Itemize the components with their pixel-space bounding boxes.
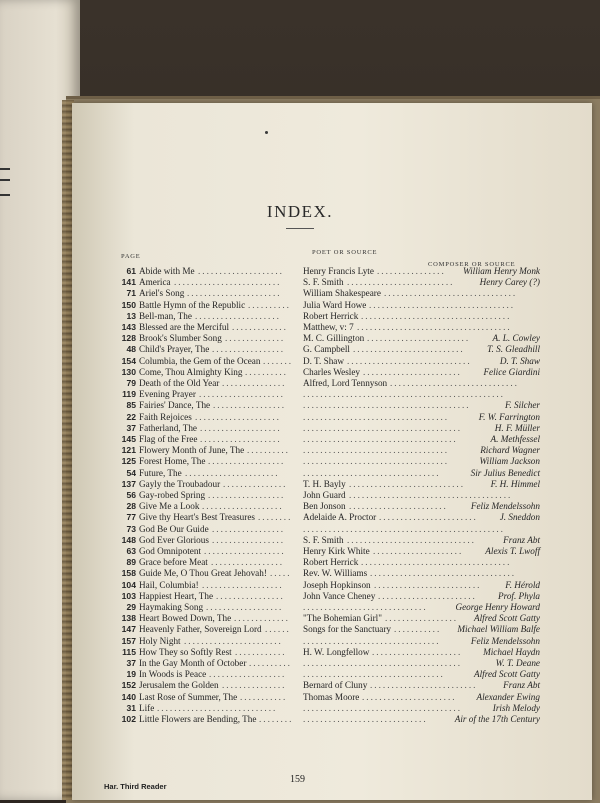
entry-page-number: 37 [126,422,136,433]
entry-title: Haymaking Song [139,602,204,612]
entry-page-number: 61 [126,266,136,276]
entry-title: Holy Night [139,635,181,646]
index-row [0,288,600,299]
entry-poet: Adelaide A. Proctor [303,512,377,523]
leader-dots: ......................... [174,277,282,288]
index-row [0,647,600,658]
leader-dots: .......... [248,299,291,310]
leader-dots: ......................... [374,579,482,590]
leader-dots: ............. [234,613,290,624]
entry-title: Hail, Columbia! [139,579,199,590]
index-row [0,277,600,288]
leader-dots: ............................. [347,355,472,366]
index-title: INDEX. [266,202,334,221]
index-row [0,479,600,490]
entry-title: Flowery Month of June, The [139,445,245,456]
index-row [0,434,600,445]
leader-dots: ................................ [303,467,441,478]
leader-dots: .................... [198,266,284,276]
entry-title: Flag of the Free [139,434,198,444]
entry-title: Ariel's Song [139,288,185,299]
index-row [0,602,600,613]
entry-title: Faith Rejoices [139,411,192,422]
index-row [0,311,600,322]
entry-title: Guide Me, O Thou Great Jehovah! [139,568,267,579]
leader-dots: ................ [377,266,446,276]
entry-poet: Robert Herrick [303,310,359,321]
leader-dots: ............................................... [303,523,505,534]
entry-composer: William Henry Monk [462,266,540,276]
index-row [0,400,600,411]
entry-page-number: 89 [126,557,136,568]
index-row [0,524,600,535]
entry-composer: Michael Haydn [483,646,540,657]
entry-composer: Alexander Ewing [476,691,540,702]
entry-poet: M. C. Gillington [303,333,365,344]
entry-title: In Woods is Peace [139,669,207,680]
entry-page-number: 125 [121,456,136,467]
leader-dots: ....................... [379,512,478,523]
entry-page-number: 29 [126,602,136,612]
entry-poet: "The Bohemian Girl" [303,613,382,624]
leader-dots: ............................... [384,288,518,299]
entry-composer: Alfred Scott Gatty [474,613,540,624]
index-row [0,680,600,691]
leader-dots: ..................... [373,546,464,556]
leader-dots: .......... [245,366,288,377]
leader-dots: .................... [195,411,281,422]
leader-dots: ........ [259,714,294,724]
leader-dots: ................... [200,422,282,433]
entry-page-number: 85 [126,400,136,411]
index-row [0,333,600,344]
entry-page-number: 158 [121,568,136,579]
entry-page-number: 104 [121,579,136,590]
index-row [0,266,600,277]
leader-dots: ............................. [303,714,428,724]
entry-page-number: 141 [121,277,136,288]
entry-poet: Ben Jonson [303,501,346,512]
index-row [0,658,600,669]
leader-dots: ................................... [361,557,512,568]
leader-dots: ............ [235,646,287,657]
leader-dots: ..... [270,568,292,579]
header-poet: POET OR SOURCE [312,249,378,256]
leader-dots: ........................... [349,478,466,489]
leader-dots: ........... [394,624,442,635]
leader-dots: ..................... [372,646,463,657]
index-row [0,624,600,635]
entry-title: Fairies' Dance, The [139,400,211,411]
entry-title: Death of the Old Year [139,378,220,388]
index-row [0,389,600,400]
entry-composer: Feliz Mendelssohn [470,635,540,646]
entry-title: Battle Hymn of the Republic [139,299,246,310]
leader-dots: ........ [258,512,293,523]
entry-composer: Sir Julius Benedict [470,467,540,478]
leader-dots: ................... [202,501,284,512]
leader-dots: ....................... [184,635,283,646]
entry-page-number: 121 [121,445,136,456]
entry-composer: F. Silcher [504,400,540,411]
leader-dots: ...................................... [349,490,513,500]
entry-poet: John Guard [303,490,346,500]
index-row [0,322,600,333]
entry-poet: Charles Wesley [303,366,361,377]
leader-dots: ................ [216,590,285,601]
entry-page-number: 137 [121,478,136,489]
leader-dots: ........... [240,691,288,702]
title-rule [286,228,314,229]
leader-dots: ......................... [347,277,455,288]
index-row [0,501,600,512]
entry-poet: Robert Herrick [303,557,359,568]
leader-dots: .................. [208,490,286,500]
entry-composer: Air of the 17th Century [454,714,540,724]
index-row [0,490,600,501]
entry-title: Come, Thou Almighty King [139,366,243,377]
entry-poet: D. T. Shaw [303,355,345,366]
leader-dots: ................... [202,579,284,590]
leader-dots: ................. [211,557,285,568]
entry-page-number: 154 [121,355,136,366]
entry-page-number: 19 [126,669,136,680]
entry-poet: Songs for the Sanctuary [303,624,392,635]
index-row [0,557,600,568]
leader-dots: .................. [208,456,286,467]
leader-dots: .......... [249,658,292,668]
entry-poet: Julia Ward Howe [303,299,367,310]
entry-title: Happiest Heart, The [139,590,214,601]
index-row [0,300,600,311]
index-row [0,613,600,624]
leader-dots: ...................... [187,288,282,299]
leader-dots: ............................................... [303,389,505,400]
index-row [0,445,600,456]
leader-dots: ............... [223,478,288,489]
leader-dots: ..................................... [303,658,462,668]
entry-composer: Richard Wagner [480,445,540,456]
index-row [0,535,600,546]
entry-title: Brook's Slumber Song [139,333,222,344]
entry-page-number: 79 [126,378,136,388]
footer-page-number: 159 [290,774,305,785]
leader-dots: .................. [209,669,287,680]
leader-dots: ..................................... [303,702,462,713]
entry-page-number: 150 [121,299,136,310]
entry-page-number: 140 [121,691,136,702]
entry-page-number: 56 [126,490,136,500]
entry-poet: Joseph Hopkinson [303,579,371,590]
footer-book-title: Har. Third Reader [104,782,167,791]
entry-poet: Bernard of Cluny [303,680,368,691]
entry-composer: George Henry Howard [455,602,540,612]
entry-composer: Franz Abt [503,534,540,545]
entry-poet: Alfred, Lord Tennyson [303,378,388,388]
entry-page-number: 157 [121,635,136,646]
leader-dots: ....... [263,355,294,366]
leader-dots: .................... [199,389,285,400]
entry-title: Fatherland, The [139,422,198,433]
entry-page-number: 37 [126,658,136,668]
index-row [0,367,600,378]
entry-poet: T. H. Bayly [303,478,346,489]
index-row [0,591,600,602]
leader-dots: ......................... [370,680,478,691]
page-dot [265,131,268,134]
entry-title: Evening Prayer [139,389,196,400]
index-row [0,344,600,355]
leader-dots: .............................. [390,378,519,388]
entry-title: Give thy Heart's Best Treasures [139,512,255,523]
entry-poet: Henry Kirk White [303,546,370,556]
entry-poet: Rev. W. Williams [303,568,368,579]
leader-dots: ....................... [363,366,462,377]
entry-poet: Thomas Moore [303,691,360,702]
entry-page-number: 28 [126,501,136,512]
index-row [0,378,600,389]
entry-poet: G. Campbell [303,344,350,355]
entry-page-number: 103 [121,590,136,601]
entry-page-number: 138 [121,613,136,624]
index-row [0,703,600,714]
entry-page-number: 119 [122,389,136,400]
entry-title: Future, The [139,467,182,478]
entry-page-number: 102 [121,714,136,724]
entry-composer: A. L. Cowley [492,333,540,344]
entry-page-number: 130 [121,366,136,377]
entry-composer: F. W. Farrington [478,411,540,422]
leader-dots: .................... [195,310,281,321]
entry-title: Heart Bowed Down, The [139,613,232,624]
leader-dots: ................. [212,344,286,355]
entry-composer: H. F. Müller [494,422,540,433]
entry-page-number: 77 [126,512,136,523]
leader-dots: .............. [225,333,286,344]
entry-title: God Be Our Guide [139,523,209,534]
entry-composer: Alexis T. Lwoff [485,546,540,556]
entry-title: Give Me a Look [139,501,200,512]
entry-page-number: 143 [121,322,136,332]
entry-page-number: 115 [122,646,136,657]
entry-title: Gay-robed Spring [139,490,206,500]
entry-page-number: 31 [126,702,136,713]
leader-dots: ............... [222,378,287,388]
entry-composer: Felice Giardini [483,366,540,377]
entry-title: Heavenly Father, Sovereign Lord [139,624,262,635]
entry-composer: William Jackson [479,456,540,467]
entry-title: God Ever Glorious [139,534,209,545]
entry-title: Last Rose of Summer, The [139,691,238,702]
leader-dots: .................................. [303,411,450,422]
entry-composer: D. T. Shaw [499,355,540,366]
entry-title: Blessed are the Merciful [139,322,230,332]
entry-title: God Omnipotent [139,546,202,556]
leader-dots: ..................................... [303,422,462,433]
entry-composer: A. Methfessel [490,434,540,444]
index-row [0,412,600,423]
leader-dots: ............................. [303,602,428,612]
index-row [0,456,600,467]
entry-page-number: 73 [126,523,136,534]
entry-page-number: 148 [121,534,136,545]
entry-title: Gayly the Troubadour [139,478,221,489]
leader-dots: ................... [200,434,282,444]
entry-title: Forest Home, The [139,456,206,467]
entry-poet: John Vance Cheney [303,590,376,601]
index-row [0,546,600,557]
index-row [0,423,600,434]
leader-dots: ........................ [367,333,471,344]
leader-dots: ............................ [157,702,278,713]
entry-title: Columbia, the Gem of the Ocean [139,355,261,366]
entry-poet: William Shakespeare [303,288,381,299]
leader-dots: ................. [212,534,286,545]
index-row [0,468,600,479]
leader-dots: ...................... [185,467,280,478]
leader-dots: .......................... [353,344,465,355]
leader-dots: .................................. [303,456,450,467]
entry-composer: W. T. Deane [495,658,540,668]
entry-title: How They so Softly Rest [139,646,232,657]
entry-title: Life [139,702,155,713]
index-row [0,580,600,591]
leader-dots: ................................ [303,635,441,646]
entry-title: In the Gay Month of October [139,658,247,668]
index-row [0,568,600,579]
leader-dots: .................................. [303,445,450,456]
index-row [0,692,600,703]
leader-dots: .................................. [369,299,516,310]
index-row [0,356,600,367]
leader-dots: .............................. [347,534,476,545]
leader-dots: ............. [232,322,288,332]
leader-dots: ...................... [362,691,457,702]
entry-poet: S. F. Smith [303,277,344,288]
entry-title: Abide with Me [139,266,195,276]
entry-composer: T. S. Gleadhill [487,344,540,355]
leader-dots: .......... [247,445,290,456]
entry-page-number: 145 [121,434,136,444]
entry-composer: Irish Melody [492,702,540,713]
leader-dots: ...... [265,624,291,635]
entry-title: Little Flowers are Bending, The [139,714,257,724]
leader-dots: .................. [206,602,284,612]
index-row [0,512,600,523]
entry-composer: Michael William Balfe [457,624,540,635]
entry-page-number: 128 [121,333,136,344]
entry-page-number: 152 [121,680,136,691]
index-row [0,714,600,725]
entry-composer: Prof. Phyla [497,590,540,601]
entry-composer: F. H. Himmel [490,478,540,489]
header-composer: COMPOSER OR SOURCE [428,261,516,268]
leader-dots: ....................... [378,590,477,601]
leader-dots: ................................. [303,669,445,680]
entry-composer: Alfred Scott Gatty [474,669,540,680]
entry-title: Grace before Meat [139,557,208,568]
entry-title: America [139,277,171,288]
leader-dots: ................. [385,613,459,624]
entry-title: Bell-man, The [139,310,192,321]
entry-poet: Henry Francis Lyte [303,266,374,276]
entry-composer: J. Sneddon [499,512,540,523]
entry-title: Jerusalem the Golden [139,680,219,691]
index-row [0,669,600,680]
leader-dots: ................. [212,523,286,534]
entry-page-number: 63 [126,546,136,556]
entry-composer: Henry Carey (?) [479,277,540,288]
cover-mark-icon [0,168,10,196]
leader-dots: ....................... [349,501,448,512]
entry-poet: Matthew, v: 7 [303,322,354,332]
entry-page-number: 147 [121,624,136,635]
header-page: PAGE [121,253,141,260]
leader-dots: ............... [222,680,287,691]
entry-page-number: 22 [126,411,136,422]
leader-dots: ....................................... [303,400,471,411]
entry-composer: Feliz Mendelssohn [470,501,540,512]
entry-page-number: 13 [126,310,136,321]
entry-poet: S. F. Smith [303,534,344,545]
leader-dots: .................................. [370,568,517,579]
entry-composer: Franz Abt [503,680,540,691]
entry-page-number: 71 [126,288,136,299]
entry-title: Child's Prayer, The [139,344,210,355]
leader-dots: ................................... [361,310,512,321]
leader-dots: .................................... [303,434,458,444]
leader-dots: ................. [213,400,287,411]
index-row [0,636,600,647]
entry-page-number: 54 [126,467,136,478]
entry-composer: F. Hérold [505,579,540,590]
leader-dots: ................... [204,546,286,556]
entry-poet: H. W. Longfellow [303,646,370,657]
leader-dots: .................................... [357,322,512,332]
entry-page-number: 48 [126,344,136,355]
